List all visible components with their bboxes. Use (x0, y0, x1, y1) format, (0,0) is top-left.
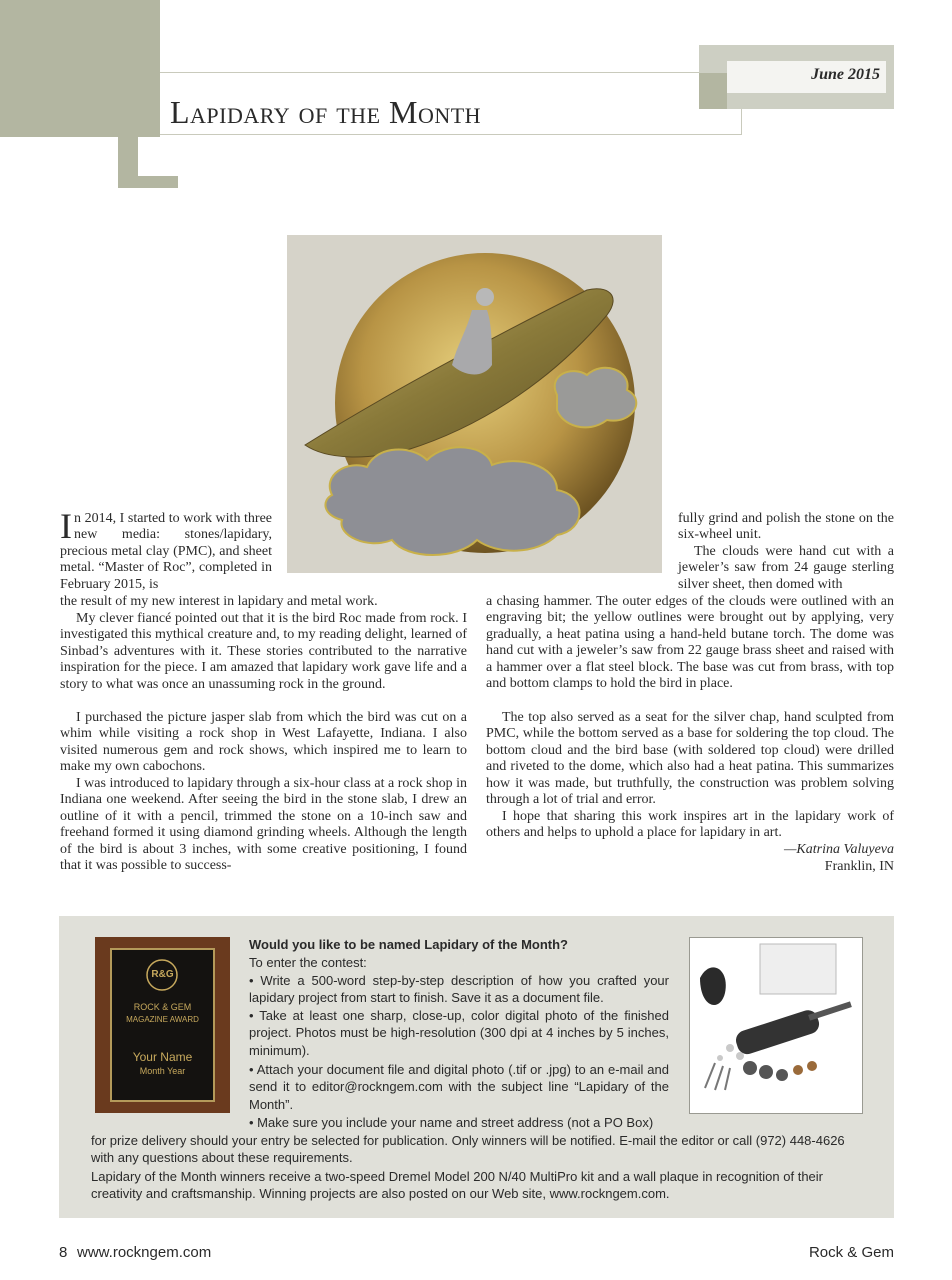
award-plaque-image (95, 937, 230, 1113)
contest-prize-info: Lapidary of the Month winners receive a two-speed Dremel Model 200 N/40 MultiPro kit and a wall plaque in recognition of their creativity and craftsmanship. Winning projects are also posted on our Web site, www.rockngem.com. (91, 1169, 823, 1202)
plaque-line-1: ROCK & GEM (133, 1002, 192, 1012)
master-of-roc-photo (287, 235, 662, 573)
article-paragraph-5: The clouds were hand cut with a jeweler’s saw from 24 gauge sterling silver sheet, then domed with (678, 544, 894, 592)
contest-step-1: • Write a 500-word step-by-step description of how you crafted your lapidary project from start to finish. Save it as a document file. (249, 973, 669, 1006)
article-paragraph-5-end: a chasing hammer. The outer edges of the clouds were outlined with an engraving bit; the yellow outlines were brought out by applying, very gradually, a heat patina using a hand-held butane torch. The dome was hand cut with a jeweler’s saw from 22 gauge brass sheet and raised with a hammer over a flat steel block. The base was cut from brass, with top and bottom clamps to hold the bird in place. (486, 594, 894, 692)
drop-cap: I (60, 506, 72, 546)
title-initial-stem (118, 64, 138, 188)
plaque-logo: R&G (151, 969, 174, 980)
article-paragraph-4: I was introduced to lapidary through a six-hour class at a rock shop in Indiana one weekend. After seeing the bird in the stone slab, I drew an outline of it with a pencil, trimmed the stone on a 10-inch saw and freehand formed it using diamond grinding wheels. Although the length of the bird is about 3 inches, with some creative positioning, I found that it was possible to success- (60, 776, 467, 874)
article-paragraph-6: The top also served as a seat for the silver chap, hand sculpted from PMC, while the bottom served as a base for soldering the top cloud. The bottom cloud and the bird base (with soldered top cloud) were drilled and riveted to the dome, which also had a heat patina. This summarizes how it was made, but truthfully, the construction was problem solving through a lot of trial and error. (486, 710, 894, 808)
feature-photo (287, 235, 662, 573)
issue-date: June 2015 (811, 66, 880, 83)
author-name: —Katrina Valuyeva (783, 842, 894, 857)
title-initial-foot (118, 176, 178, 188)
plaque-name: Your Name (132, 1050, 193, 1064)
footer-magazine-name: Rock & Gem (808, 1244, 894, 1261)
contest-step-4: • Make sure you include your name and street address (not a PO Box) (249, 1115, 654, 1130)
dremel-kit-illustration (690, 938, 862, 1113)
paragraph-1-text: n 2014, I started to work with three new media: stones/lapidary, precious metal clay (PMC), and sheet metal. “Master of Roc”, completed in February 2015, is (60, 511, 272, 592)
article-paragraph-4-end: fully grind and polish the stone on the six-wheel unit. (678, 511, 894, 543)
author-location: Franklin, IN (824, 859, 894, 874)
contest-step-4-end: for prize delivery should your entry be selected for publication. Only winners will be notified. E-mail the editor or call (972) 448-4626 with any questions about these requirements. (91, 1133, 845, 1166)
dremel-kit-image (689, 937, 863, 1114)
plaque-line-2: MAGAZINE AWARD (126, 1015, 199, 1024)
plaque-face (110, 948, 215, 1102)
top-cloud (555, 368, 637, 428)
article-paragraph-1 (60, 506, 272, 593)
date-accent (699, 73, 727, 109)
contest-step-2: • Take at least one sharp, close-up, color digital photo of the finished project. Photos must be high-resolution (300 dpi at 4 inches by 5 inches, minimum). (249, 1008, 669, 1058)
contest-step-3: • Attach your document file and digital photo (.tif or .jpg) to an e-mail and send it to editor@rockngem.com with the subject line “Lapidary of the Month”. (249, 1062, 669, 1112)
plaque-date: Month Year (139, 1066, 186, 1076)
page-number: 8 (59, 1244, 68, 1261)
page-title: Lapidary of the Month (170, 94, 482, 130)
article-paragraph-2: My clever fiancé pointed out that it is the bird Roc made from rock. I investigated this mythical creature and, to my reading delight, learned of Sinbad’s adventures with it. These stories contributed to the narrative inspiration for the piece. I am amazed that lapidary work gave life and a story to what was once an unassuming rock in the ground. (60, 611, 467, 692)
contest-heading: Would you like to be named Lapidary of the Month? (249, 937, 568, 952)
article-paragraph-1-end: the result of my new interest in lapidary and metal work. (60, 594, 378, 609)
article-paragraph-3: I purchased the picture jasper slab from which the bird was cut on a whim while visiting a rock shop in West Lafayette, Indiana. I also visited numerous gem and rock shows, which inspired me to learn to make my own cabochons. (60, 710, 467, 775)
contest-intro: To enter the contest: (249, 955, 367, 970)
footer-website: www.rockngem.com (77, 1244, 212, 1261)
article-paragraph-7: I hope that sharing this work inspires art in the lapidary work of others and helps to uphold a place for lapidary in art. (486, 809, 894, 841)
